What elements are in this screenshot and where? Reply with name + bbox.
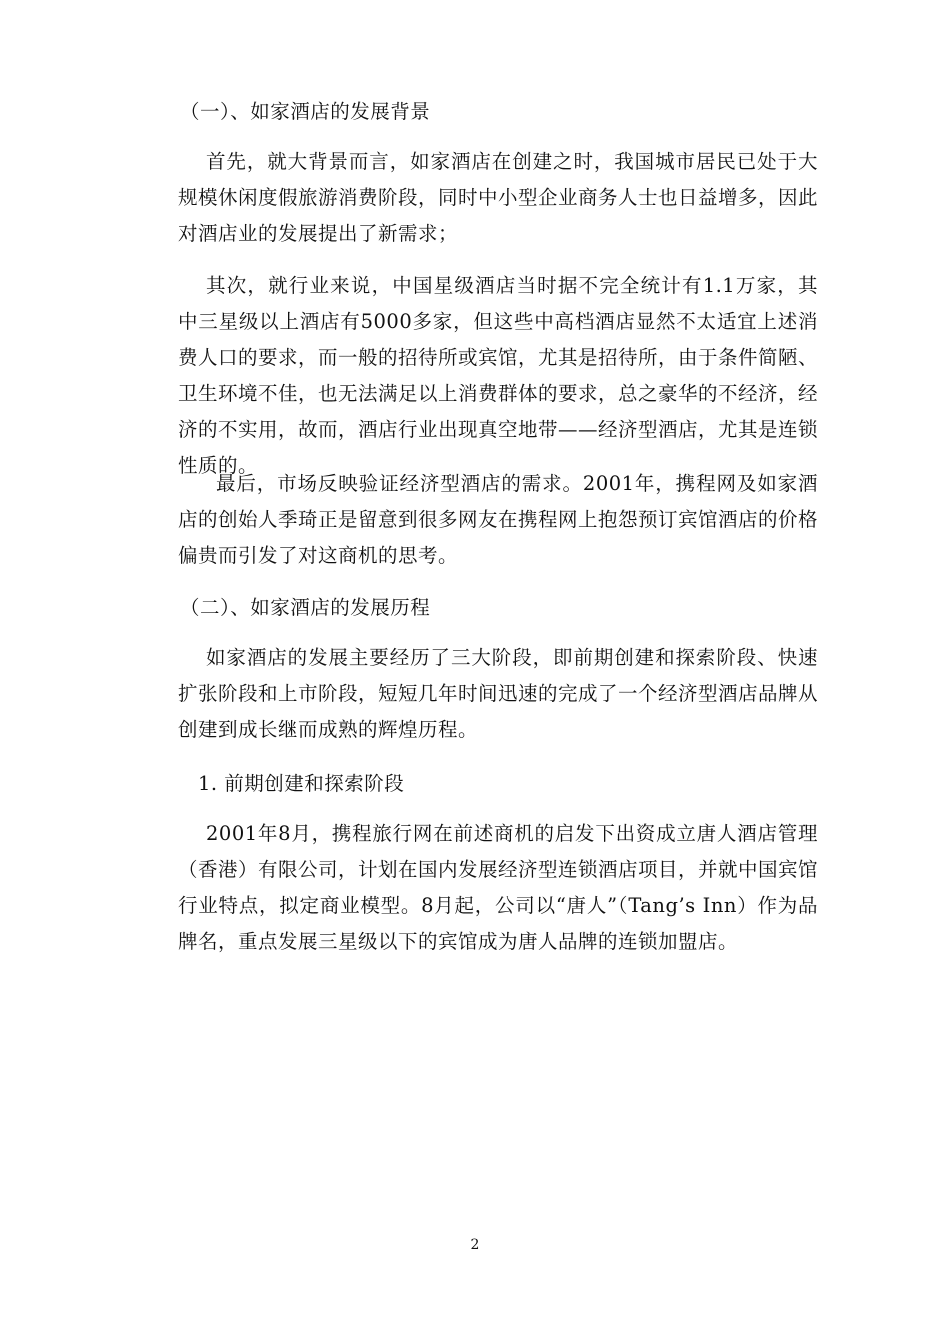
subsection-heading-early-stage: 1. 前期创建和探索阶段 <box>198 772 405 795</box>
paragraph-background-market: 最后，市场反映验证经济型酒店的需求。2001年，携程网及如家酒店的创始人季琦正是留意到很多网友在携程网上抱怨预订宾馆酒店的价格偏贵而引发了对这商机的思考。 <box>178 472 819 567</box>
paragraph-background-industry: 其次，就行业来说，中国星级酒店当时据不完全统计有1.1万家，其中三星级以上酒店有5000多家，但这些中高档酒店显然不太适宜上述消费人口的要求，而一般的招待所或宾馆，尤其是招待所，由于条件简陋、卫生环境不佳，也无法满足以上消费群体的要求，总之豪华的不经济，经济的不实用，故而，酒店行业出现真空地带——经济型酒店，尤其是连锁性质的。 <box>178 274 819 477</box>
section-heading-background: （一）、如家酒店的发展背景 <box>180 100 431 123</box>
paragraph-early-stage: 2001年8月，携程旅行网在前述商机的启发下出资成立唐人酒店管理（香港）有限公司，计划在国内发展经济型连锁酒店项目，并就中国宾馆行业特点，拟定商业模型。8月起，公司以“唐人”（Tang’s Inn）作为品牌名，重点发展三星级以下的宾馆成为唐人品牌的连锁加盟店。 <box>178 822 819 953</box>
paragraph-history-overview: 如家酒店的发展主要经历了三大阶段，即前期创建和探索阶段、快速扩张阶段和上市阶段，短短几年时间迅速的完成了一个经济型酒店品牌从创建到成长继而成熟的辉煌历程。 <box>178 646 819 741</box>
section-heading-history: （二）、如家酒店的发展历程 <box>180 596 431 619</box>
page-number: 2 <box>470 1237 480 1253</box>
paragraph-background-macro: 首先，就大背景而言，如家酒店在创建之时，我国城市居民已处于大规模休闲度假旅游消费阶段，同时中小型企业商务人士也日益增多，因此对酒店业的发展提出了新需求； <box>178 150 819 245</box>
